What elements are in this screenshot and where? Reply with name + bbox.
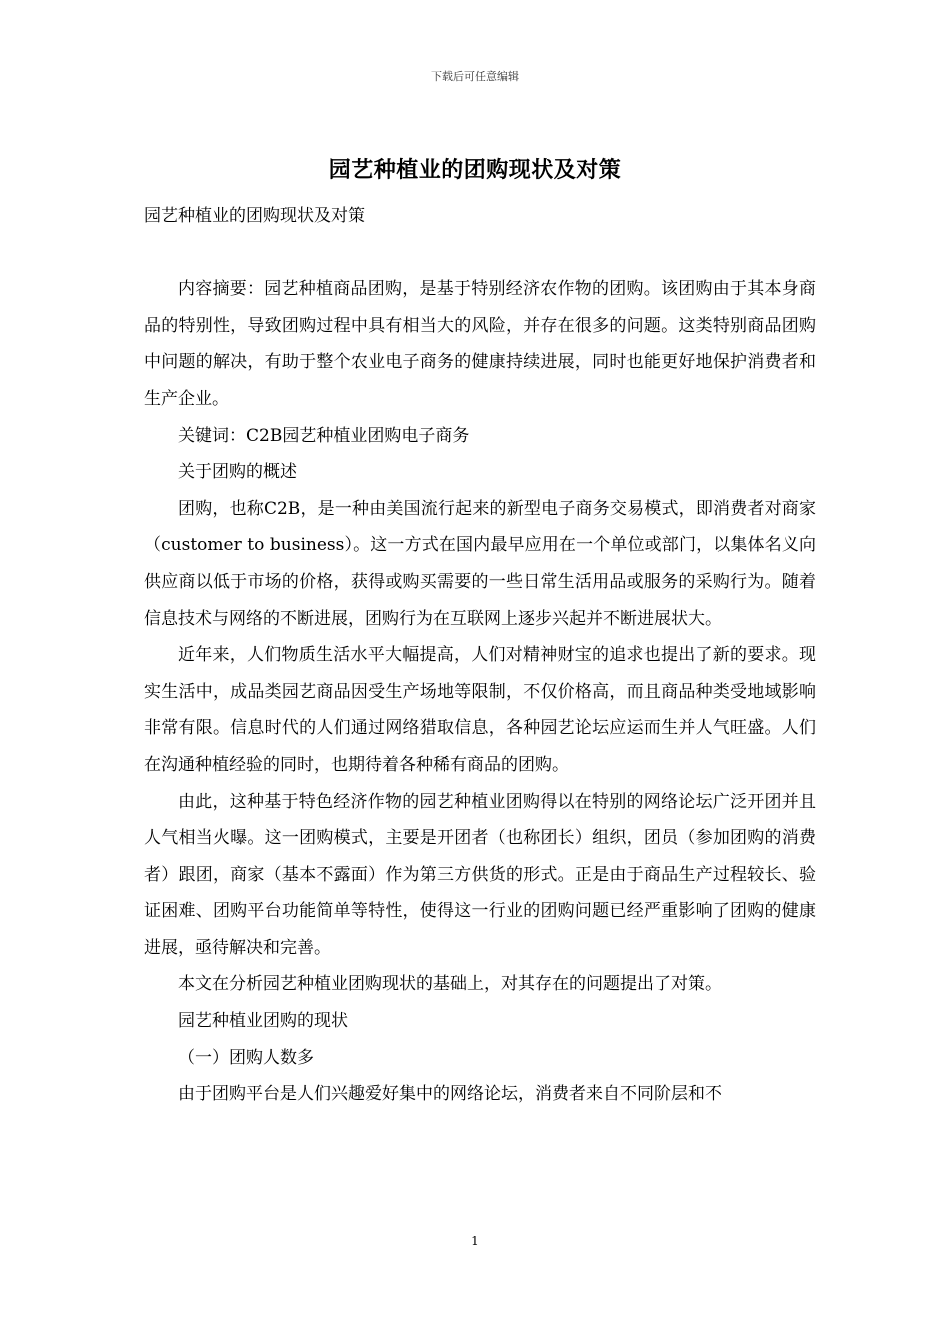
paragraph-recent-years: 近年来，人们物质生活水平大幅提高，人们对精神财宝的追求也提出了新的要求。现实生活中，成品类园艺商品因受生产场地等限制，不仅价格高，而且商品种类受地域影响非常有限。信息时代的人们通过网络猎取信息，各种园艺论坛应运而生并人气旺盛。人们在沟通种植经验的同时，也期待着各种稀有商品的团购。 xyxy=(144,645,816,775)
paragraph-purpose: 本文在分析园艺种植业团购现状的基础上，对其存在的问题提出了对策。 xyxy=(178,974,722,995)
paragraph-abstract: 内容摘要：园艺种植商品团购，是基于特别经济农作物的团购。该团购由于其本身商品的特别性，导致团购过程中具有相当大的风险，并存在很多的问题。这类特别商品团购中问题的解决，有助于整个农业电子商务的健康持续进展，同时也能更好地保护消费者和生产企业。 xyxy=(144,279,816,409)
paragraph-platform: 由于团购平台是人们兴趣爱好集中的网络论坛，消费者来自不同阶层和不 xyxy=(178,1084,722,1105)
document-title: 园艺种植业的团购现状及对策 xyxy=(328,158,622,183)
section-heading-status: 园艺种植业团购的现状 xyxy=(178,1011,348,1032)
section-heading-overview: 关于团购的概述 xyxy=(178,462,297,483)
paragraph-groupbuy-definition: 团购，也称C2B，是一种由美国流行起来的新型电子商务交易模式，即消费者对商家（customer to business）。这一方式在国内最早应用在一个单位或部门，以集体名义向供应商以低于市场的价格，获得或购买需要的一些日常生活用品或服务的采购行为。随着信息技术与网络的不断进展，团购行为在互联网上逐步兴起并不断进展状大。 xyxy=(144,498,816,629)
document-subtitle: 园艺种植业的团购现状及对策 xyxy=(144,206,365,226)
page-number: 1 xyxy=(471,1234,479,1248)
subsection-heading-many-buyers: （一）团购人数多 xyxy=(178,1047,314,1068)
document-body xyxy=(144,198,816,1113)
paragraph-keywords: 关键词：C2B园艺种植业团购电子商务 xyxy=(178,425,470,446)
paragraph-therefore: 由此，这种基于特色经济作物的园艺种植业团购得以在特别的网络论坛广泛开团并且人气相当火曝。这一团购模式，主要是开团者（也称团长）组织，团员（参加团购的消费者）跟团，商家（基本不露面）作为第三方供货的形式。正是由于商品生产过程较长、验证困难、团购平台功能简单等特性，使得这一行业的团购问题已经严重影响了团购的健康进展，亟待解决和完善。 xyxy=(144,791,816,958)
header-note: 下载后可任意编辑 xyxy=(431,70,519,83)
